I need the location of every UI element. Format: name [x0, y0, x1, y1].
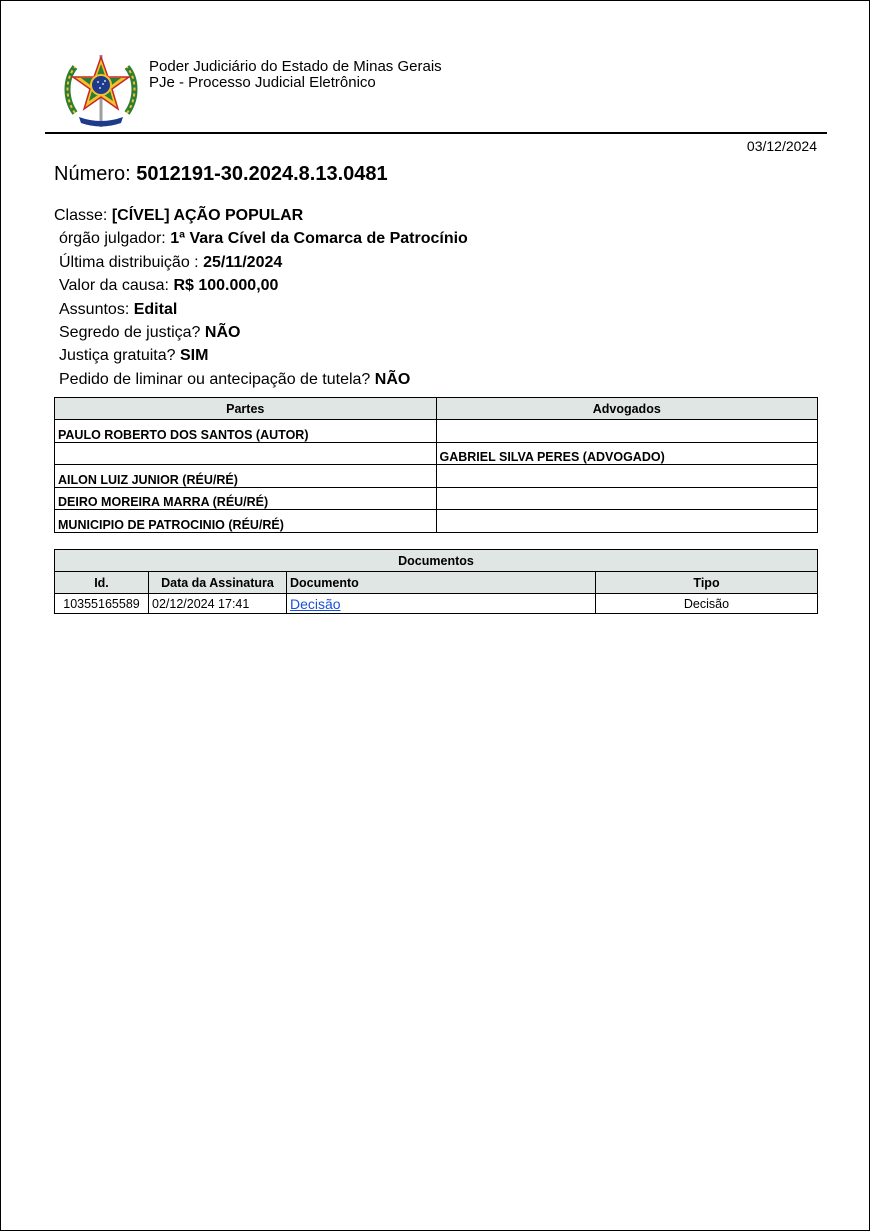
field-value: SIM: [179, 347, 209, 365]
parte-cell: MUNICIPIO DE PATROCINIO (RÉU/RÉ): [55, 510, 437, 533]
document-link[interactable]: Decisão: [290, 595, 341, 612]
parte-cell: PAULO ROBERTO DOS SANTOS (AUTOR): [55, 420, 437, 443]
table-row: [55, 465, 818, 488]
parte-cell: AILON LUIZ JUNIOR (RÉU/RÉ): [55, 465, 437, 488]
header-divider: [45, 132, 827, 134]
document-date: 03/12/2024: [746, 138, 817, 154]
advogado-cell: GABRIEL SILVA PERES (ADVOGADO): [436, 442, 818, 465]
doc-type-cell: Decisão: [596, 594, 818, 614]
table-row: [55, 420, 818, 443]
documentos-title: Documentos: [55, 550, 818, 572]
parte-cell: DEIRO MOREIRA MARRA (RÉU/RÉ): [55, 487, 437, 510]
header: [61, 51, 821, 133]
process-number: [54, 163, 388, 186]
doc-id-cell: 10355165589: [55, 594, 149, 614]
brazil-coat-of-arms-icon: [61, 51, 141, 131]
organization-name: [149, 59, 442, 91]
field-label: Justiça gratuita?: [59, 347, 176, 365]
field-assuntos: [54, 298, 468, 321]
column-header-documento: Documento: [287, 572, 596, 594]
field-label: órgão julgador:: [59, 230, 166, 248]
field-label: Assuntos:: [59, 300, 130, 318]
table-row: [55, 594, 818, 614]
table-title-row: [55, 550, 818, 572]
field-label: Última distribuição :: [59, 253, 199, 271]
field-label: Valor da causa:: [59, 277, 169, 295]
field-value: [CÍVEL] AÇÃO POPULAR: [111, 207, 304, 224]
process-fields: [54, 204, 468, 391]
table-row: [55, 487, 818, 510]
advogado-cell: [436, 510, 818, 533]
parte-cell: [55, 442, 437, 465]
org-line-2: PJe - Processo Judicial Eletrônico: [149, 74, 376, 91]
field-classe: [54, 204, 468, 227]
documentos-table: [54, 549, 818, 614]
process-number-value: 5012191-30.2024.8.13.0481: [136, 163, 388, 185]
column-header-tipo: Tipo: [596, 572, 818, 594]
org-line-1: Poder Judiciário do Estado de Minas Gerais: [149, 58, 442, 75]
field-value: NÃO: [374, 370, 411, 388]
field-value: 1ª Vara Cível da Comarca de Patrocínio: [170, 230, 468, 248]
process-number-label: Número:: [54, 163, 131, 185]
table-row: [55, 442, 818, 465]
field-ultima-distribuicao: [54, 251, 468, 274]
column-header-id: Id.: [55, 572, 149, 594]
field-label: Segredo de justiça?: [59, 323, 201, 341]
doc-name-cell: [287, 594, 596, 614]
advogado-cell: [436, 487, 818, 510]
column-header-advogados: Advogados: [436, 398, 818, 420]
field-valor-causa: [54, 274, 468, 297]
field-label: Classe:: [54, 207, 108, 224]
field-value: R$ 100.000,00: [173, 277, 279, 295]
advogado-cell: [436, 465, 818, 488]
column-header-partes: Partes: [55, 398, 437, 420]
field-justica-gratuita: [54, 344, 468, 367]
field-value: 25/11/2024: [203, 253, 283, 271]
advogado-cell: [436, 420, 818, 443]
field-value: Edital: [133, 300, 178, 318]
partes-table: [54, 397, 818, 533]
table-header-row: [55, 398, 818, 420]
table-header-row: [55, 572, 818, 594]
column-header-data-assinatura: Data da Assinatura: [149, 572, 287, 594]
table-row: [55, 510, 818, 533]
field-label: Pedido de liminar ou antecipação de tutela?: [59, 370, 371, 388]
field-value: NÃO: [204, 323, 241, 341]
doc-date-cell: 02/12/2024 17:41: [149, 594, 287, 614]
field-pedido-liminar: [54, 368, 468, 391]
field-segredo-justica: [54, 321, 468, 344]
field-orgao-julgador: [54, 227, 468, 250]
